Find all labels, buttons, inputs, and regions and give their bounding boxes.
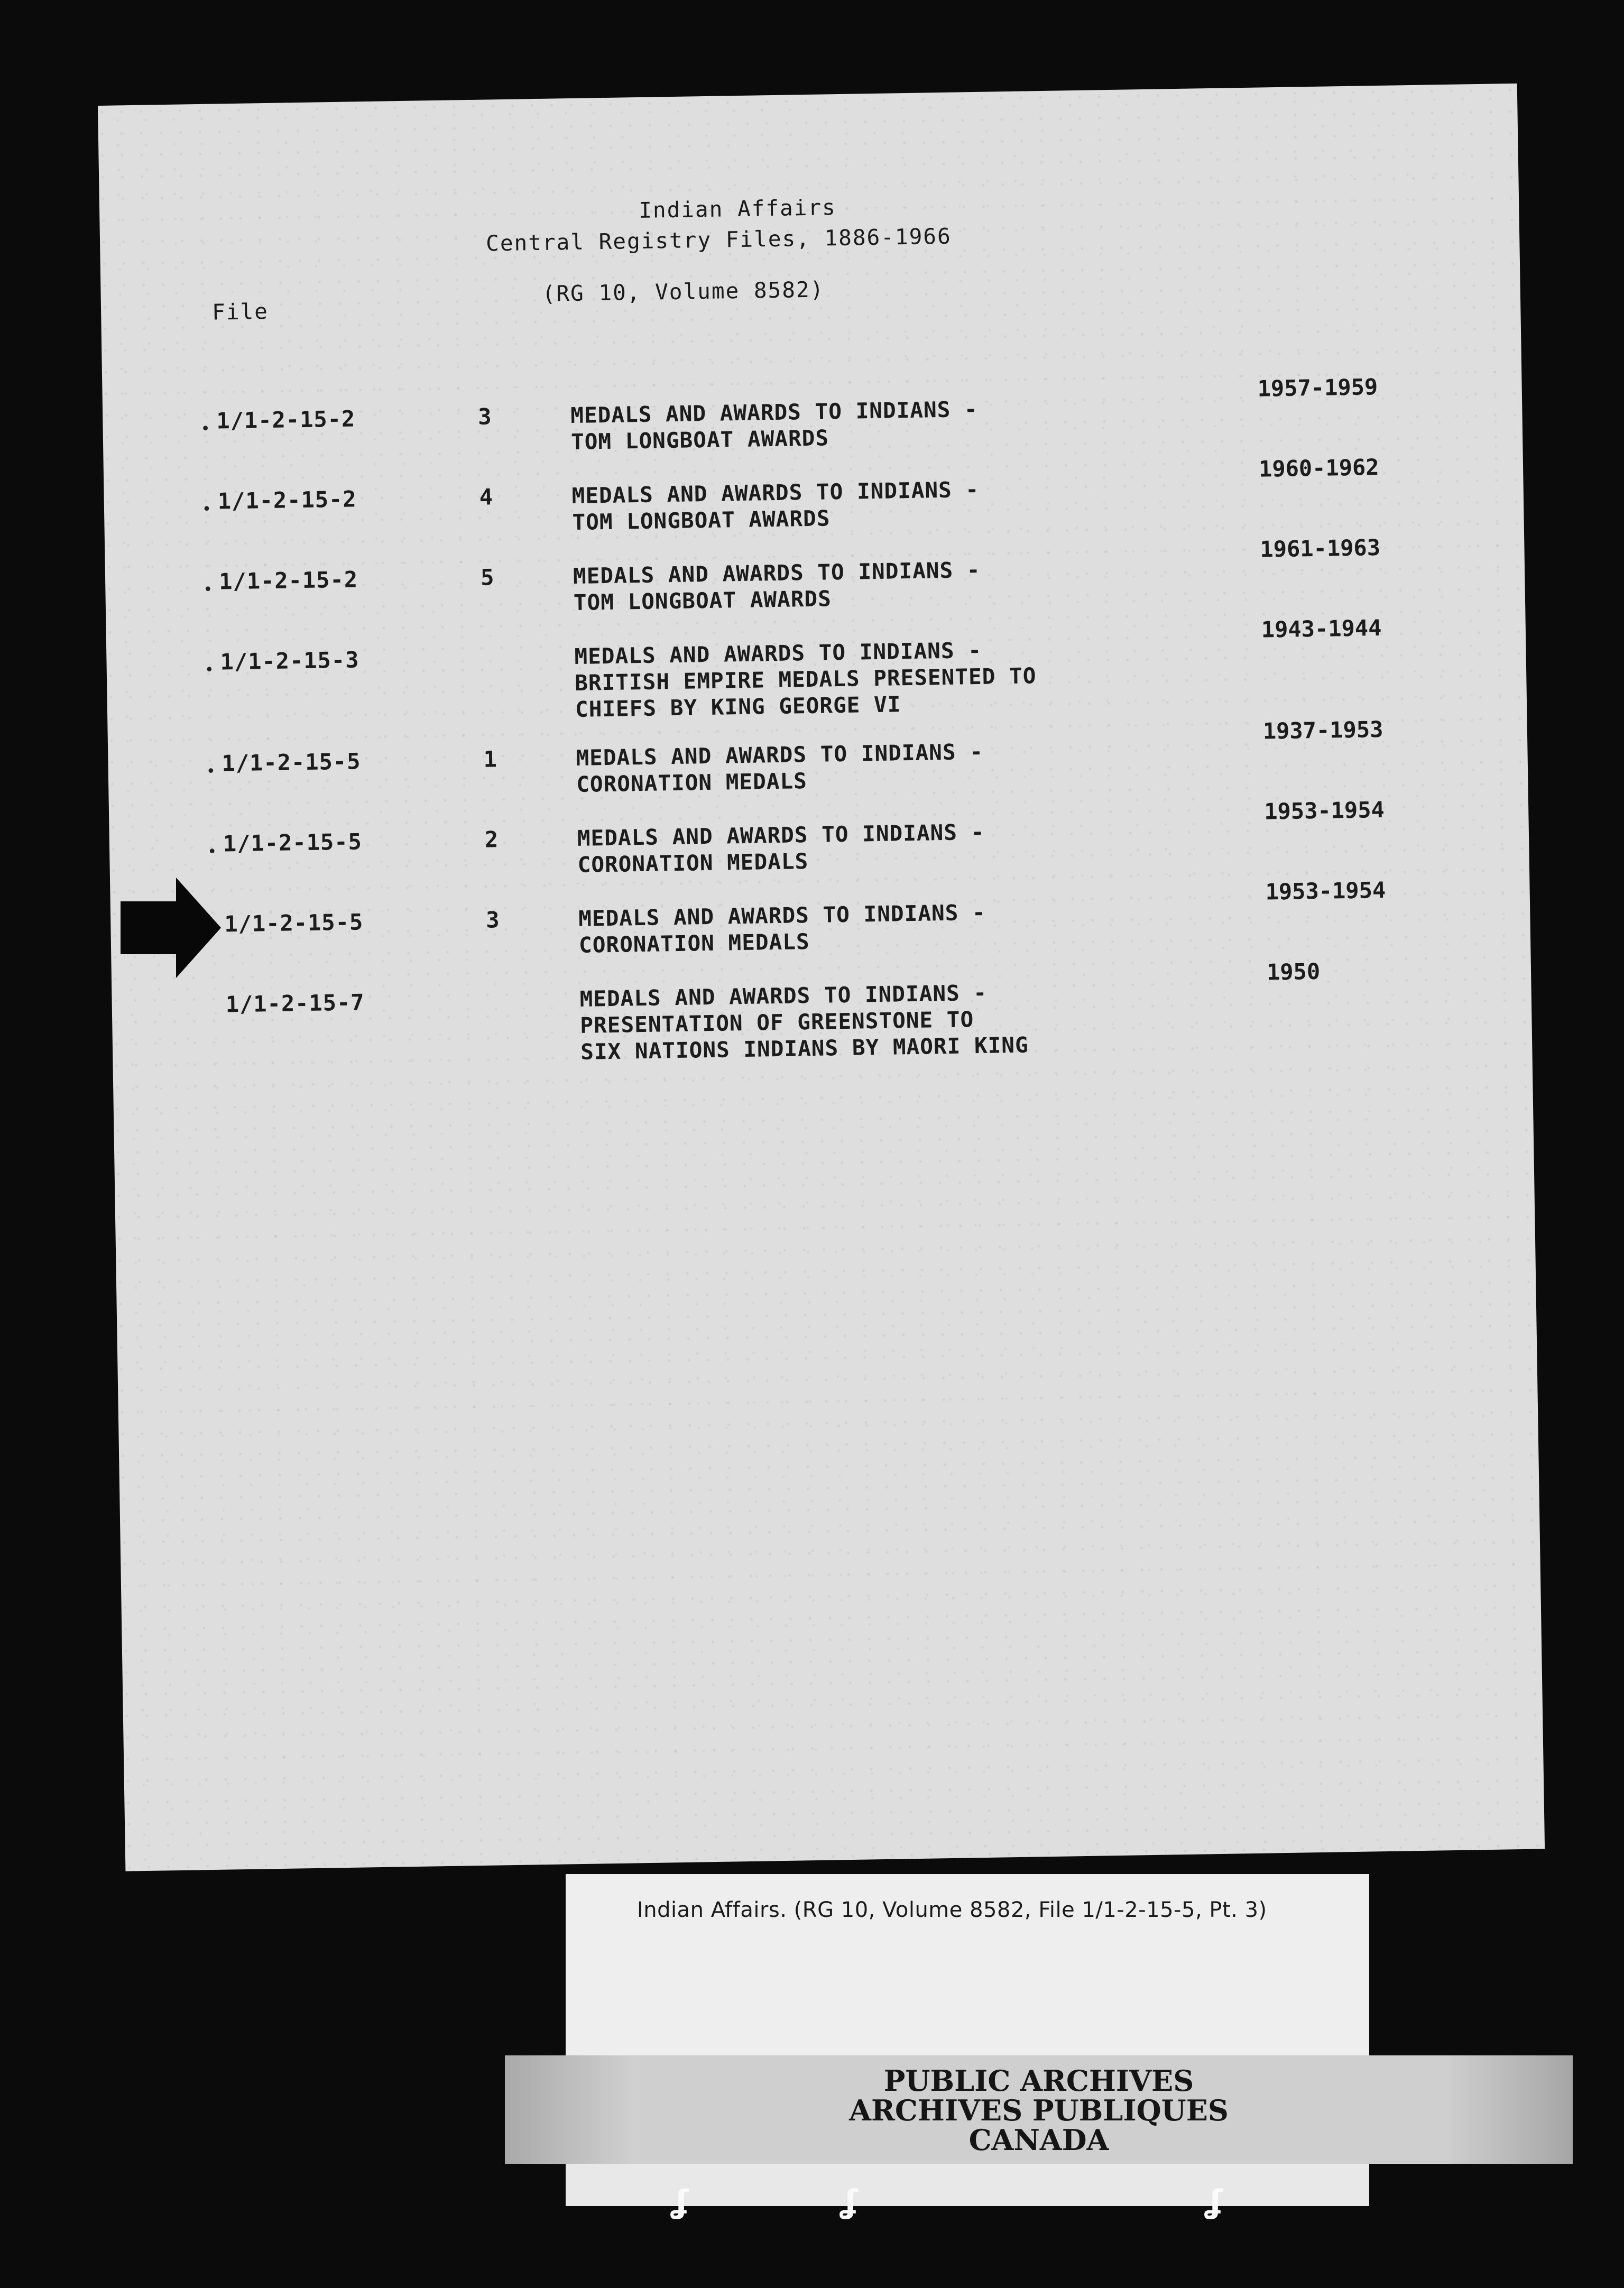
file-title: MEDALS AND AWARDS TO INDIANS - CORONATION MEDALS	[577, 819, 985, 878]
arrow-pointer-icon	[121, 878, 221, 978]
file-number: 1/1-2-15-2	[216, 405, 356, 434]
stamp-line-2: ARCHIVES PUBLIQUES	[849, 2093, 1229, 2127]
header-title: Indian Affairs	[638, 195, 837, 223]
file-number: 1/1-2-15-3	[220, 647, 359, 675]
date-range: 1937-1953	[1262, 716, 1383, 744]
header-volume: (RG 10, Volume 8582)	[542, 276, 825, 307]
file-title: MEDALS AND AWARDS TO INDIANS - PRESENTATION OF GREENSTONE TO SIX NATIONS INDIANS BY MAORI KING	[579, 980, 1029, 1065]
file-title: MEDALS AND AWARDS TO INDIANS - TOM LONGBOAT AWARDS	[571, 476, 980, 535]
file-title: MEDALS AND AWARDS TO INDIANS - TOM LONGBOAT AWARDS	[573, 557, 981, 615]
stamp-line-1: PUBLIC ARCHIVES	[883, 2064, 1194, 2098]
file-column-heading: File	[211, 298, 269, 325]
date-range: 1950	[1266, 958, 1321, 985]
file-number: 1/1-2-15-5	[222, 748, 361, 777]
part-number: 4	[479, 484, 493, 510]
file-title: MEDALS AND AWARDS TO INDIANS - TOM LONGBOAT AWARDS	[570, 396, 979, 455]
archive-stamp	[505, 2055, 1573, 2164]
part-number: 5	[480, 564, 494, 591]
bullet-mark: •	[200, 419, 210, 439]
tick-mark-icon: ʆ	[671, 2183, 689, 2220]
date-range: 1957-1959	[1257, 374, 1378, 402]
list-item	[112, 958, 1533, 1094]
date-range: 1943-1944	[1261, 614, 1382, 643]
header-subtitle: Central Registry Files, 1886-1966	[485, 223, 952, 256]
date-range: 1961-1963	[1260, 534, 1381, 562]
date-range: 1953-1954	[1263, 796, 1385, 825]
bullet-mark: •	[206, 762, 216, 781]
bullet-mark: •	[201, 500, 212, 519]
label-card	[566, 1874, 1369, 2064]
file-number: 1/1-2-15-5	[224, 909, 364, 937]
part-number: 3	[477, 403, 492, 430]
file-number: 1/1-2-15-5	[223, 828, 363, 857]
tick-mark-icon: ʆ	[841, 2183, 859, 2220]
part-number: 1	[483, 746, 497, 772]
file-title: MEDALS AND AWARDS TO INDIANS - CORONATION MEDALS	[576, 739, 984, 797]
stamp-line-3: CANADA	[968, 2123, 1109, 2157]
bullet-mark: •	[203, 580, 213, 599]
file-number: 1/1-2-15-2	[218, 566, 358, 595]
document-page	[98, 84, 1545, 1871]
date-range: 1960-1962	[1258, 454, 1379, 482]
bullet-mark: •	[207, 842, 217, 861]
file-title: MEDALS AND AWARDS TO INDIANS - BRITISH EMPIRE MEDALS PRESENTED TO CHIEFS BY KING GEORGE VI	[574, 637, 1037, 722]
date-range: 1953-1954	[1265, 877, 1386, 905]
bullet-mark: •	[204, 660, 215, 679]
part-number: 3	[485, 907, 500, 933]
file-title: MEDALS AND AWARDS TO INDIANS - CORONATION MEDALS	[578, 899, 986, 958]
part-number: 2	[484, 826, 499, 853]
file-number: 1/1-2-15-2	[217, 486, 357, 514]
file-number: 1/1-2-15-7	[225, 989, 365, 1018]
label-card-text: Indian Affairs. (RG 10, Volume 8582, File 1/1-2-15-5, Pt. 3)	[637, 1898, 1267, 1922]
tick-mark-icon: ʆ	[1205, 2183, 1223, 2220]
